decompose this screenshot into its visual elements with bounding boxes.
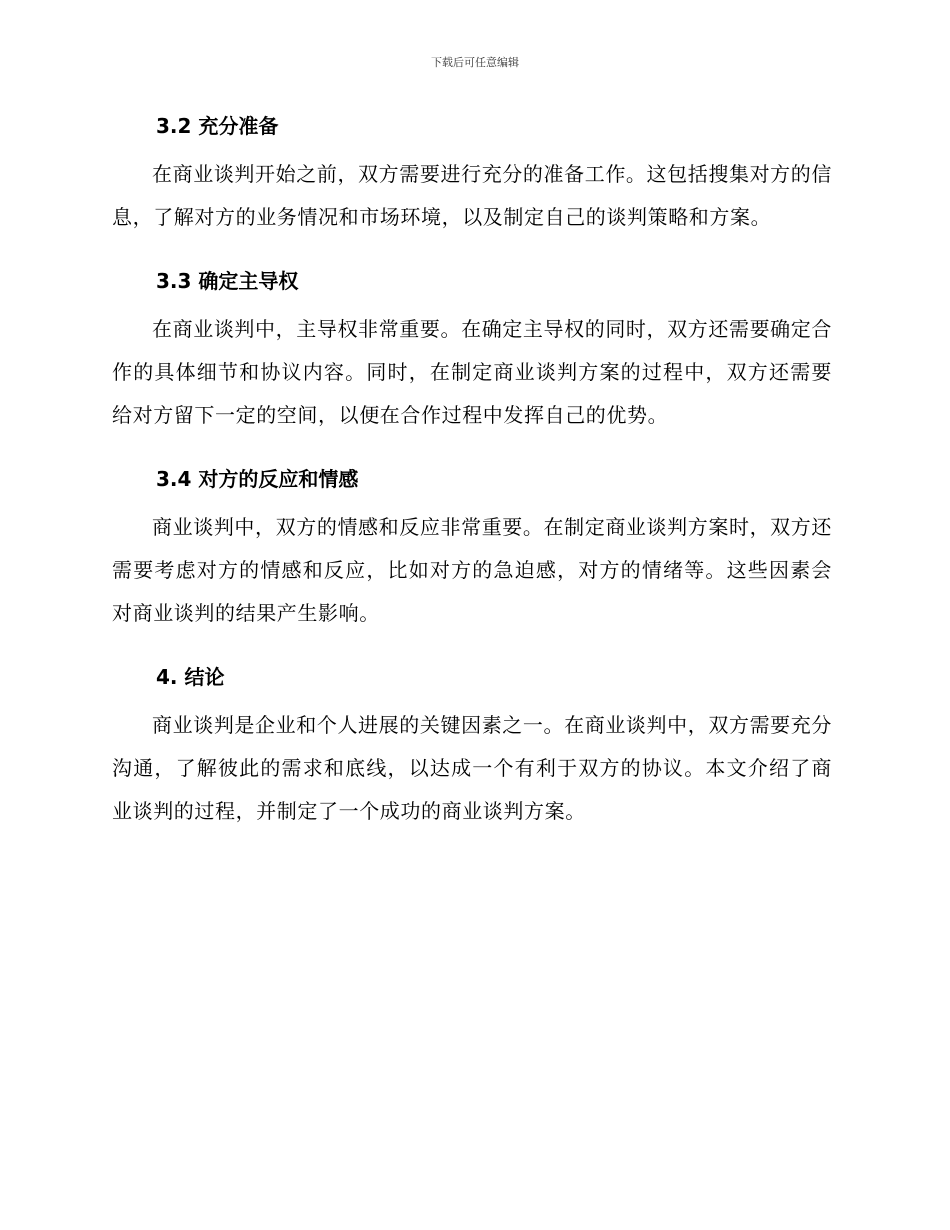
- section-heading: 3.4 对方的反应和情感: [156, 467, 359, 491]
- document-body: [112, 106, 832, 855]
- header-note: 下载后可任意编辑: [431, 56, 519, 69]
- section-3-3: [112, 261, 832, 437]
- section-paragraph: 商业谈判是企业和个人进展的关键因素之一。在商业谈判中，双方需要充分沟通，了解彼此的需求和底线，以达成一个有利于双方的协议。本文介绍了商业谈判的过程，并制定了一个成功的商业谈判方案。: [112, 713, 832, 823]
- section-heading: 4. 结论: [156, 665, 225, 689]
- section-4-conclusion: [112, 657, 832, 833]
- section-paragraph: 在商业谈判中，主导权非常重要。在确定主导权的同时，双方还需要确定合作的具体细节和协议内容。同时，在制定商业谈判方案的过程中，双方还需要给对方留下一定的空间，以便在合作过程中发挥自己的优势。: [112, 317, 832, 427]
- section-paragraph: 在商业谈判开始之前，双方需要进行充分的准备工作。这包括搜集对方的信息，了解对方的业务情况和市场环境，以及制定自己的谈判策略和方案。: [112, 162, 832, 229]
- section-heading: 3.2 充分准备: [156, 114, 279, 138]
- section-heading: 3.3 确定主导权: [156, 269, 299, 293]
- section-3-4: [112, 459, 832, 635]
- section-paragraph: 商业谈判中，双方的情感和反应非常重要。在制定商业谈判方案时，双方还需要考虑对方的情感和反应，比如对方的急迫感，对方的情绪等。这些因素会对商业谈判的结果产生影响。: [112, 515, 832, 625]
- section-3-2: [112, 106, 832, 239]
